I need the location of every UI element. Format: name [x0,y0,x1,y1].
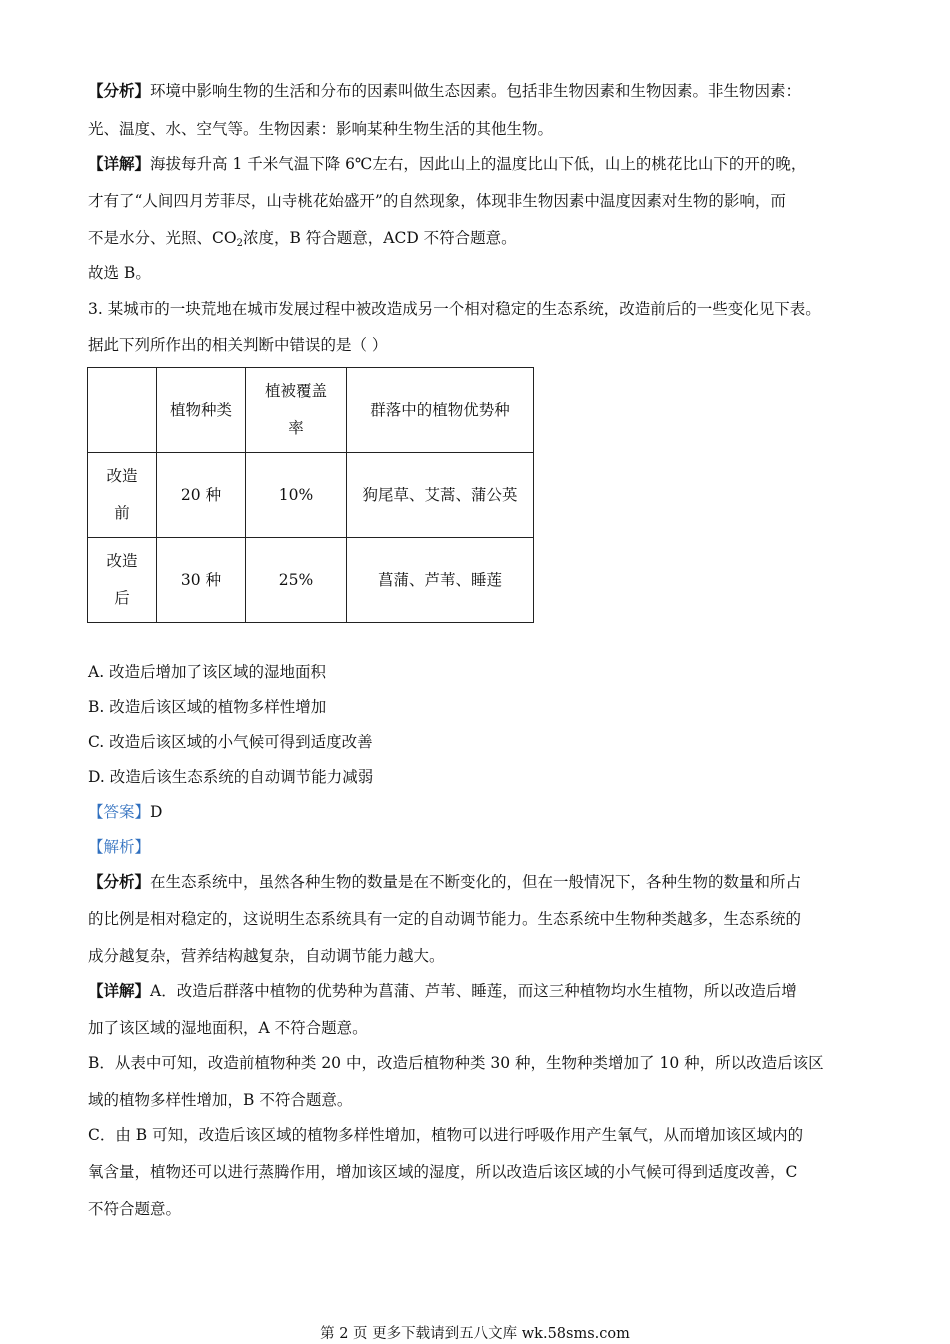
answer-value: D [150,803,163,821]
answer-tag: 【答案】 [88,803,151,821]
option-b: B. 改造后该区域的植物多样性增加 [88,698,327,716]
option-c: C. 改造后该区域的小气候可得到适度改善 [88,733,373,751]
detail-b-line-1: B．从表中可知，改造前植物种类 20 中，改造后植物种类 30 种，生物种类增加了 10 种，所以改造后该区 [88,1054,824,1072]
table-row [88,453,534,538]
comparison-table [87,367,534,623]
page-footer: 第 2 页 更多下载请到五八文库 wk.58sms.com [320,1326,630,1342]
analysis-tag: 【分析】 [88,81,151,100]
detail-1-line-1: 【详解】海拔每升高 1 千米气温下降 6℃左右，因此山上的温度比山下低，山上的桃花比山下的开的晚， [88,154,807,173]
table-header-empty [88,368,157,453]
row-species: 20 种 [157,453,246,538]
detail-b-line-2: 域的植物多样性增加，B 不符合题意。 [88,1091,353,1109]
detail-c-line-3: 不符合题意。 [88,1200,182,1218]
row-dominant: 菖蒲、芦苇、睡莲 [347,538,534,623]
detail-c-line-2: 氧含量，植物还可以进行蒸腾作用，增加该区域的湿度，所以改造后该区域的小气候可得到适度改善，C [88,1163,798,1181]
question-3-line-2: 据此下列所作出的相关判断中错误的是（ ） [88,336,388,354]
detail-1-line-2: 才有了“人间四月芳菲尽，山寺桃花始盛开”的自然现象，体现非生物因素中温度因素对生物的影响，而 [88,192,786,210]
detail-tag: 【详解】 [88,154,151,173]
option-d: D. 改造后该生态系统的自动调节能力减弱 [88,768,374,786]
table-row [88,538,534,623]
analysis-2-line-2: 的比例是相对稳定的，这说明生态系统具有一定的自动调节能力。生态系统中生物种类越多，生态系统的 [88,910,802,928]
row-coverage: 25% [246,538,347,623]
conclusion-line: 故选 B。 [88,264,151,282]
detail-2-line-1: 【详解】A．改造后群落中植物的优势种为菖蒲、芦苇、睡莲，而这三种植物均水生植物，所以改造后增 [88,981,797,1000]
detail-c-line-1: C．由 B 可知，改造后该区域的植物多样性增加，植物可以进行呼吸作用产生氧气，从而增加该区域内的 [88,1126,804,1144]
answer-line [88,802,162,822]
row-label: 改造 后 [88,538,157,623]
analysis-tag: 【分析】 [88,872,151,891]
option-a: A. 改造后增加了该区域的湿地面积 [88,663,327,681]
table-header-row [88,368,534,453]
table-header-coverage: 植被覆盖 率 [246,368,347,453]
question-3-line-1: 3. 某城市的一块荒地在城市发展过程中被改造成另一个相对稳定的生态系统，改造前后的一些变化见下表。 [88,300,821,318]
analysis-1-line-1: 【分析】环境中影响生物的生活和分布的因素叫做生态因素。包括非生物因素和生物因素。非生物因素： [88,81,802,100]
row-coverage: 10% [246,453,347,538]
row-species: 30 种 [157,538,246,623]
analysis-1-line-2: 光、温度、水、空气等。生物因素：影响某种生物生活的其他生物。 [88,120,554,138]
row-label: 改造 前 [88,453,157,538]
detail-1-line-3: 不是水分、光照、$CO_2$浓度，B 符合题意，ACD 不符合题意。 [88,229,517,249]
detail-tag: 【详解】 [88,981,151,1000]
detail-2-line-2: 加了该区域的湿地面积，A 不符合题意。 [88,1019,368,1037]
table-header-dominant: 群落中的植物优势种 [347,368,534,453]
analysis-2-line-1: 【分析】在生态系统中，虽然各种生物的数量是在不断变化的，但在一般情况下，各种生物的数量和所占 [88,872,802,891]
analysis-2-line-3: 成分越复杂，营养结构越复杂，自动调节能力越大。 [88,947,445,965]
row-dominant: 狗尾草、艾蒿、蒲公英 [347,453,534,538]
jiexi-tag: 【解析】 [88,838,151,856]
table-header-species: 植物种类 [157,368,246,453]
